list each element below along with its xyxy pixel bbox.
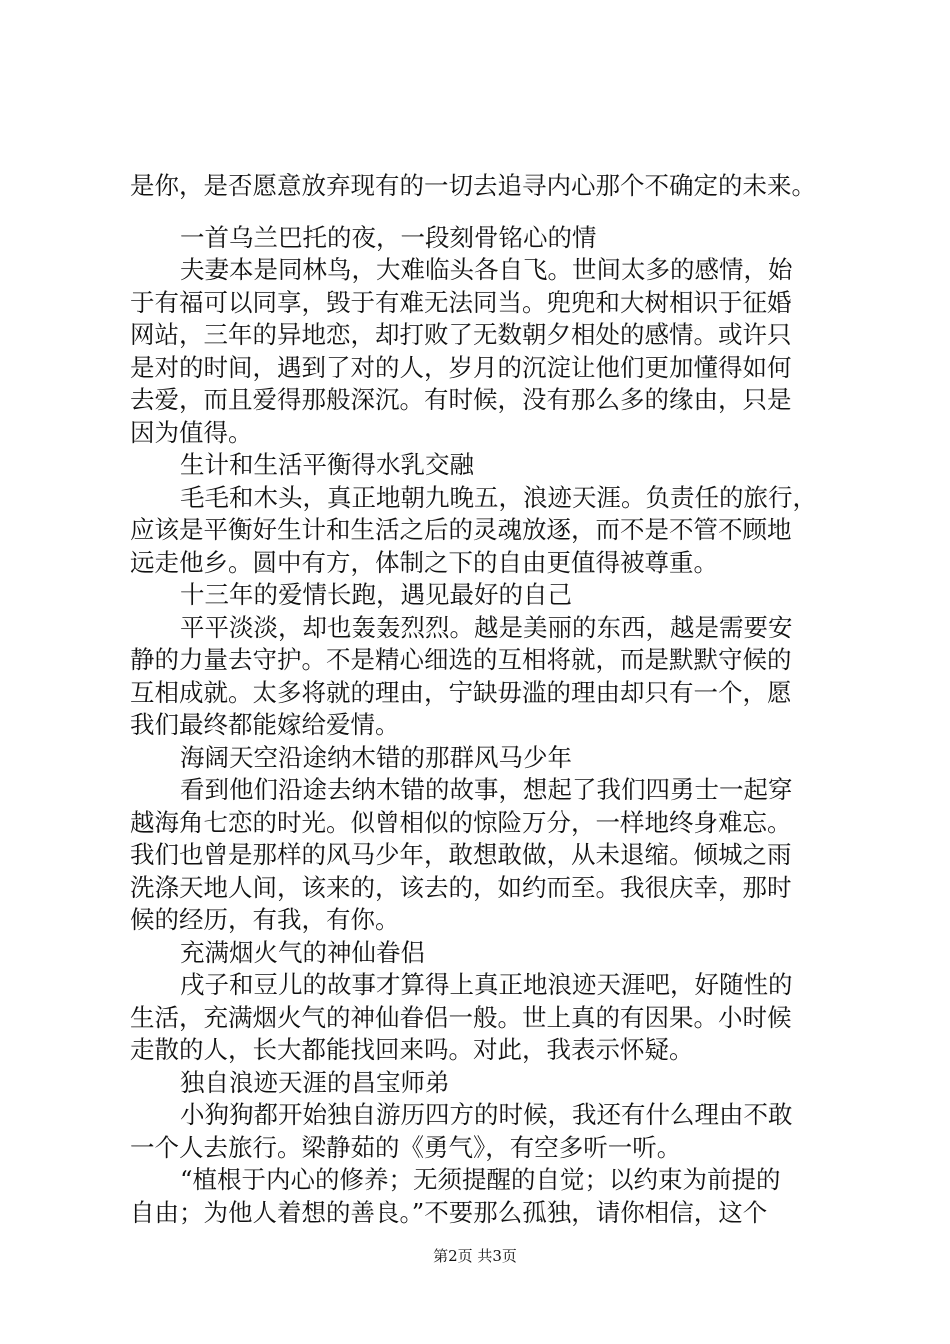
text-line: 生活，充满烟火气的神仙眷侣一般。世上真的有因果。小时候 — [130, 1002, 792, 1032]
paragraph-start-line: 充满烟火气的神仙眷侣 — [180, 937, 425, 967]
text-line: 自由；为他人着想的善良。”不要那么孤独，请你相信，这个 — [130, 1197, 768, 1227]
paragraph-start-line: 夫妻本是同林鸟，大难临头各自飞。世间太多的感情，始 — [180, 255, 793, 284]
text-line: 是对的时间，遇到了对的人，岁月的沉淀让他们更加懂得如何 — [130, 352, 792, 382]
paragraph-start-line: 一首乌兰巴托的夜，一段刻骨铭心的情 — [180, 222, 597, 252]
text-line: 是你，是否愿意放弃现有的一切去追寻内心那个不确定的未来。 — [130, 171, 816, 200]
text-line: 洗涤天地人间，该来的，该去的，如约而至。我很庆幸，那时 — [130, 872, 792, 902]
paragraph-start-line: 十三年的爱情长跑，遇见最好的自己 — [180, 580, 572, 609]
document-body — [130, 170, 830, 1229]
paragraph-start-line: 独自浪迹天涯的昌宝师弟 — [180, 1067, 450, 1097]
text-line: 互相成就。太多将就的理由，宁缺毋滥的理由却只有一个，愿 — [130, 677, 792, 707]
text-line: 应该是平衡好生计和生活之后的灵魂放逐，而不是不管不顾地 — [130, 515, 792, 544]
paragraph-start-line: 毛毛和木头，真正地朝九晚五，浪迹天涯。负责任的旅行， — [180, 482, 817, 512]
paragraph-start-line: 生计和生活平衡得水乳交融 — [180, 450, 474, 479]
text-line: 走散的人，长大都能找回来吗。对此，我表示怀疑。 — [130, 1035, 694, 1064]
text-line: 网站，三年的异地恋，却打败了无数朝夕相处的感情。或许只 — [130, 320, 792, 349]
text-line: 于有福可以同享，毁于有难无法同当。兜兜和大树相识于征婚 — [130, 287, 792, 317]
text-line: 静的力量去守护。不是精心细选的互相将就，而是默默守候的 — [130, 645, 792, 674]
paragraph-start-line: 海阔天空沿途纳木错的那群风马少年 — [180, 742, 572, 772]
paragraph-start-line: 看到他们沿途去纳木错的故事，想起了我们四勇士一起穿 — [180, 775, 793, 804]
text-line: 越海角七恋的时光。似曾相似的惊险万分，一样地终身难忘。 — [130, 807, 792, 837]
paragraph-start-line: 戌子和豆儿的故事才算得上真正地浪迹天涯吧，好随性的 — [180, 970, 793, 999]
page-footer: 第2页 共3页 — [433, 1247, 517, 1265]
text-line: 我们最终都能嫁给爱情。 — [130, 710, 400, 739]
paragraph-start-line: 小狗狗都开始独自游历四方的时候，我还有什么理由不敢 — [180, 1100, 793, 1129]
text-line: 我们也曾是那样的风马少年，敢想敢做，从未退缩。倾城之雨 — [130, 840, 792, 869]
paragraph-start-line: “植根于内心的修养；无须提醒的自觉；以约束为前提的 — [180, 1165, 781, 1194]
text-line: 因为值得。 — [130, 417, 253, 447]
text-line: 去爱，而且爱得那般深沉。有时候，没有那么多的缘由，只是 — [130, 385, 792, 414]
paragraph-start-line: 平平淡淡，却也轰轰烈烈。越是美丽的东西，越是需要安 — [180, 612, 793, 642]
paragraph-gap — [130, 203, 830, 222]
text-line: 远走他乡。圆中有方，体制之下的自由更值得被尊重。 — [130, 547, 718, 577]
text-line: 一个人去旅行。梁静茹的《勇气》，有空多听一听。 — [130, 1132, 682, 1162]
text-line: 候的经历，有我，有你。 — [130, 905, 400, 934]
